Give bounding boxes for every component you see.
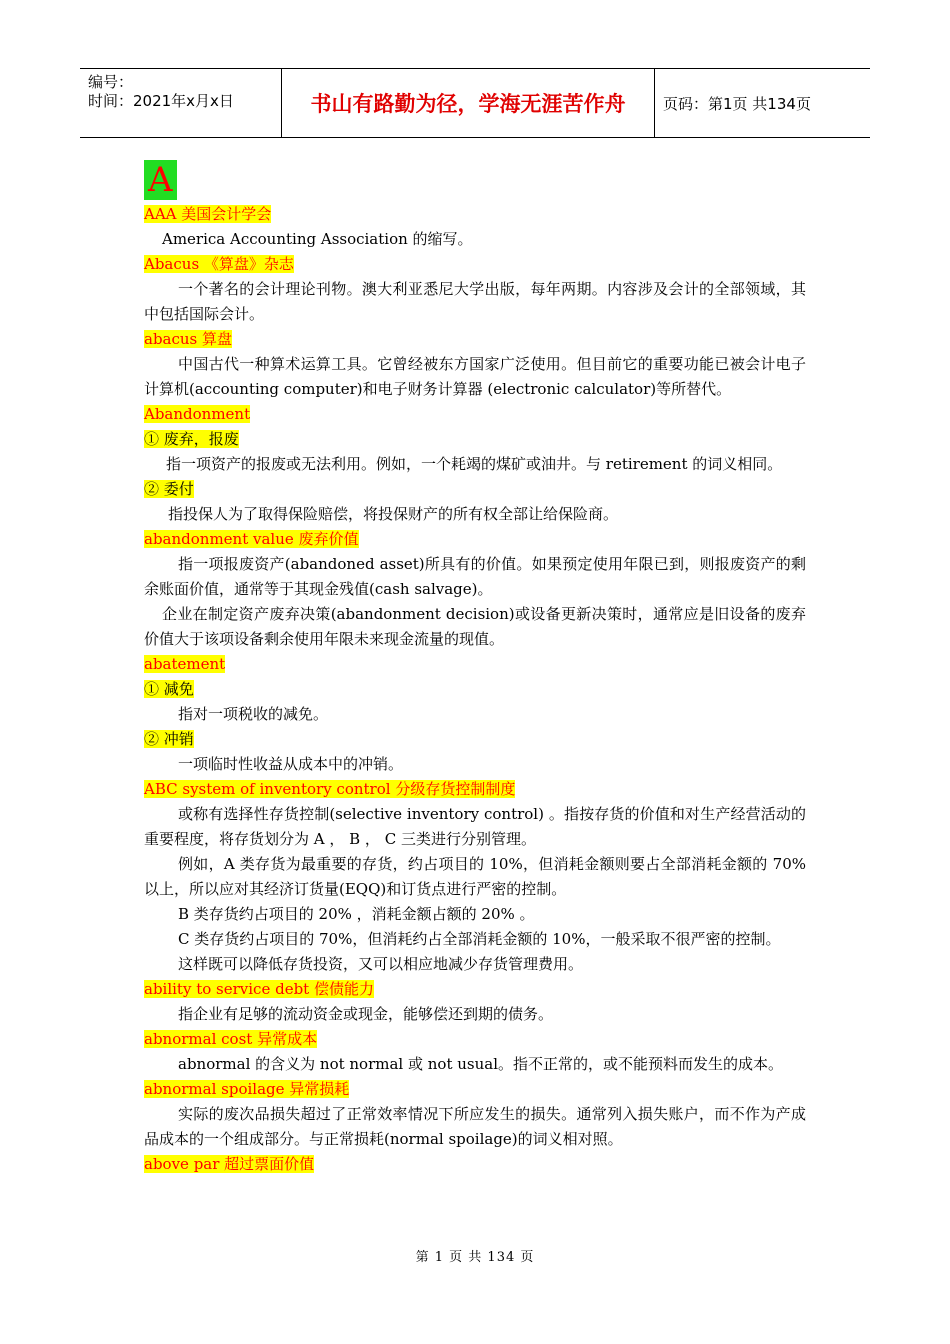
sense-2: ② 委付: [144, 480, 194, 498]
term-aaa: AAA 美国会计学会: [144, 205, 272, 223]
definition: 指企业有足够的流动资金或现金，能够偿还到期的债务。: [178, 1005, 554, 1023]
header-table: [80, 68, 870, 138]
definition: 中国古代一种算术运算工具。它曾经被东方国家广泛使用。但目前它的重要功能已被会计电子计算机(accounting computer)和电子财务计算器 (electronic calculator)等所替代。: [144, 355, 806, 398]
definition: America Accounting Association 的缩写。: [162, 230, 473, 248]
header-motto: 书山有路勤为径，学海无涯苦作舟: [282, 69, 655, 137]
definition: 例如，A 类存货为最重要的存货，约占项目的 10%，但消耗金额则要占全部消耗金额的 70% 以上，所以应对其经济订货量(EQQ)和订货点进行严密的控制。: [144, 855, 806, 898]
definition: 指投保人为了取得保险赔偿，将投保财产的所有权全部让给保险商。: [168, 505, 619, 523]
term-ability-to-service-debt: ability to service debt 偿债能力: [144, 980, 374, 998]
definition: 实际的废次品损失超过了正常效率情况下所应发生的损失。通常列入损失账户，而不作为产成品成本的一个组成部分。与正常损耗(normal spoilage)的词义相对照。: [144, 1105, 806, 1148]
sense-1: ① 废弃，报废: [144, 430, 239, 448]
definition: 指一项报废资产(abandoned asset)所具有的价值。如果预定使用年限已到，则报废资产的剩余账面价值，通常等于其现金残值(cash salvage)。: [144, 555, 806, 598]
term-abandonment-value: abandonment value 废弃价值: [144, 530, 359, 548]
definition: 一项临时性收益从成本中的冲销。: [178, 755, 404, 773]
definition: 这样既可以降低存货投资，又可以相应地减少存货管理费用。: [178, 955, 584, 973]
definition: 一个著名的会计理论刊物。澳大利亚悉尼大学出版，每年两期。内容涉及会计的全部领域，其中包括国际会计。: [144, 280, 806, 323]
definition: 或称有选择性存货控制(selective inventory control) 。指按存货的价值和对生产经营活动的重要程度，将存货划分为 A ， B ， C 三类进行分别管理。: [144, 805, 806, 848]
section-letter: A: [144, 160, 177, 200]
term-abc-system: ABC system of inventory control 分级存货控制制度: [144, 780, 516, 798]
time-label: 时间：2021年x月x日: [88, 92, 234, 110]
definition: 指一项资产的报废或无法利用。例如，一个耗竭的煤矿或油井。与 retirement 的词义相同。: [166, 455, 783, 473]
term-above-par: above par 超过票面价值: [144, 1155, 315, 1173]
term-abandonment: Abandonment: [144, 405, 251, 423]
term-abatement: abatement: [144, 655, 226, 673]
definition: B 类存货约占项目的 20% ，消耗金额占额的 20% 。: [178, 905, 535, 923]
number-label: 编号：: [88, 73, 134, 91]
definition: C 类存货约占项目的 70%，但消耗约占全部消耗金额的 10%，一般采取不很严密的控制。: [178, 930, 781, 948]
definition: 企业在制定资产废弃决策(abandonment decision)或设备更新决策时，通常应是旧设备的废弃价值大于该项设备剩余使用年限未来现金流量的现值。: [144, 605, 806, 648]
term-abnormal-cost: abnormal cost 异常成本: [144, 1030, 318, 1048]
term-abnormal-spoilage: abnormal spoilage 异常损耗: [144, 1080, 350, 1098]
page-footer: 第 1 页 共 134 页: [415, 1250, 535, 1265]
term-abacus-magazine: Abacus 《算盘》杂志: [144, 255, 294, 273]
definition: abnormal 的含义为 not normal 或 not usual。指不正常的，或不能预料而发生的成本。: [178, 1055, 784, 1073]
term-abacus: abacus 算盘: [144, 330, 233, 348]
header-page-info: 页码：第1页 共134页: [663, 94, 811, 113]
definition: 指对一项税收的减免。: [178, 705, 329, 723]
sense-2: ② 冲销: [144, 730, 194, 748]
glossary-content: [144, 160, 806, 1177]
header-meta-cell: [80, 69, 282, 137]
sense-1: ① 减免: [144, 680, 194, 698]
